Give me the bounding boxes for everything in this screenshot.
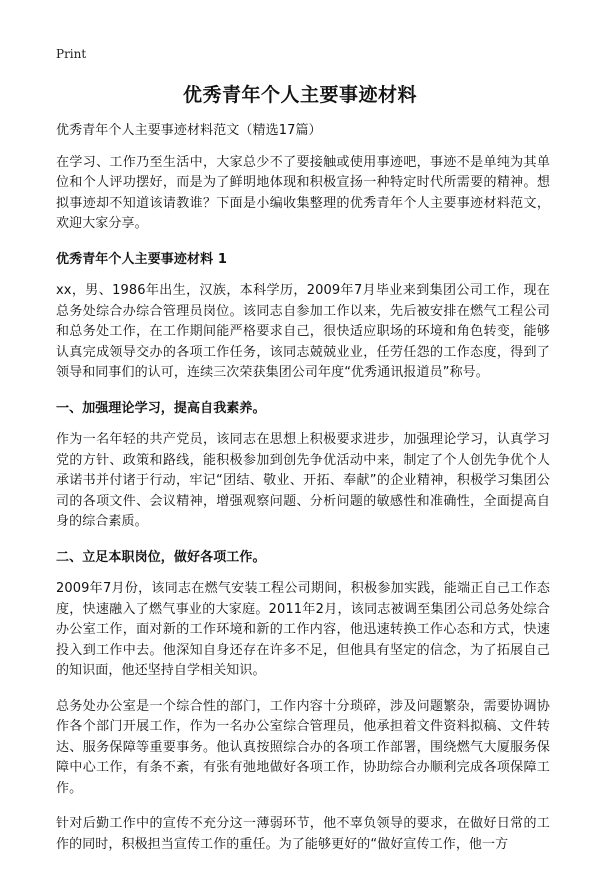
- subsection-1-paragraph: 作为一名年轻的共产党员，该同志在思想上积极要求进步，加强理论学习，认真学习党的方针、政策和路线，能积极参加到创先争优活动中来，制定了个人创先争优个人承诺书并付诸于行动，牢记“团结、敬业、开拓、奉献”的企业精神，积极学习集团公司的各项文件、会议精神，增强观察问题、分析问题的敏感性和准确性，全面提高自身的综合素质。: [56, 432, 550, 529]
- document-subtitle: 优秀青年个人主要事迹材料范文（精选17篇）: [56, 123, 322, 138]
- section-paragraph: xx，男、1986年出生，汉族，本科学历，2009年7月毕业来到集团公司工作，现在总务处综合办综合管理员岗位。该同志自参加工作以来，先后被安排在燃气工程公司和总务处工作，在工作期间能严格要求自己，很快适应职场的环境和角色转变，能够认真完成领导交办的各项工作任务，该同志兢兢业业，任劳任怨的工作态度，得到了领导和同事们的认可，连续三次荣获集团公司年度“优秀通讯报道员”称号。: [56, 283, 550, 380]
- subsection-2-paragraph-1: 2009年7月份，该同志在燃气安装工程公司期间，积极参加实践，能端正自己工作态度，快速融入了燃气事业的大家庭。2011年2月，该同志被调至集团公司总务处综合办公室工作，面对新的工作环境和新的工作内容，他迅速转换工作心态和方式，快速投入到工作中去。他深知自身还存在许多不足，但他具有坚定的信念，为了拓展自己的知识面，他还坚持自学相关知识。: [56, 581, 550, 678]
- subsection-2-paragraph-3: 针对后勤工作中的宣传不充分这一薄弱环节，他不辜负领导的要求，在做好日常的工作的同时，积极担当宣传工作的重任。为了能够更好的“做好宣传工作，他一方: [56, 816, 550, 852]
- intro-paragraph: 在学习、工作乃至生活中，大家总少不了要接触或使用事迹吧，事迹不是单纯为其单位和个人评功摆好，而是为了鲜明地体现和积极宣扬一种特定时代所需要的精神。想拟事迹却不知道该请教谁？下面是小编收集整理的优秀青年个人主要事迹材料范文，欢迎大家分享。: [56, 154, 550, 231]
- subsection-heading-2: 二、立足本职岗位，做好各项工作。: [56, 549, 266, 565]
- document-title: 优秀青年个人主要事迹材料: [182, 84, 417, 106]
- document-body: [56, 121, 550, 870]
- subsection-heading-1: 一、加强理论学习，提高自我素养。: [56, 400, 266, 416]
- section-heading: 优秀青年个人主要事迹材料 1: [56, 251, 227, 267]
- subsection-2-paragraph-2: 总务处办公室是一个综合性的部门，工作内容十分琐碎，涉及问题繁杂，需要协调协作各个部门开展工作，作为一名办公室综合管理员，他承担着文件资料拟稿、文件转达、服务保障等重要事务。他认真按照综合办的各项工作部署，围绕燃气大厦服务保障中心工作，有条不紊，有张有弛地做好各项工作，协助综合办顺利完成各项保障工作。: [56, 698, 550, 796]
- print-link[interactable]: Print: [56, 47, 87, 61]
